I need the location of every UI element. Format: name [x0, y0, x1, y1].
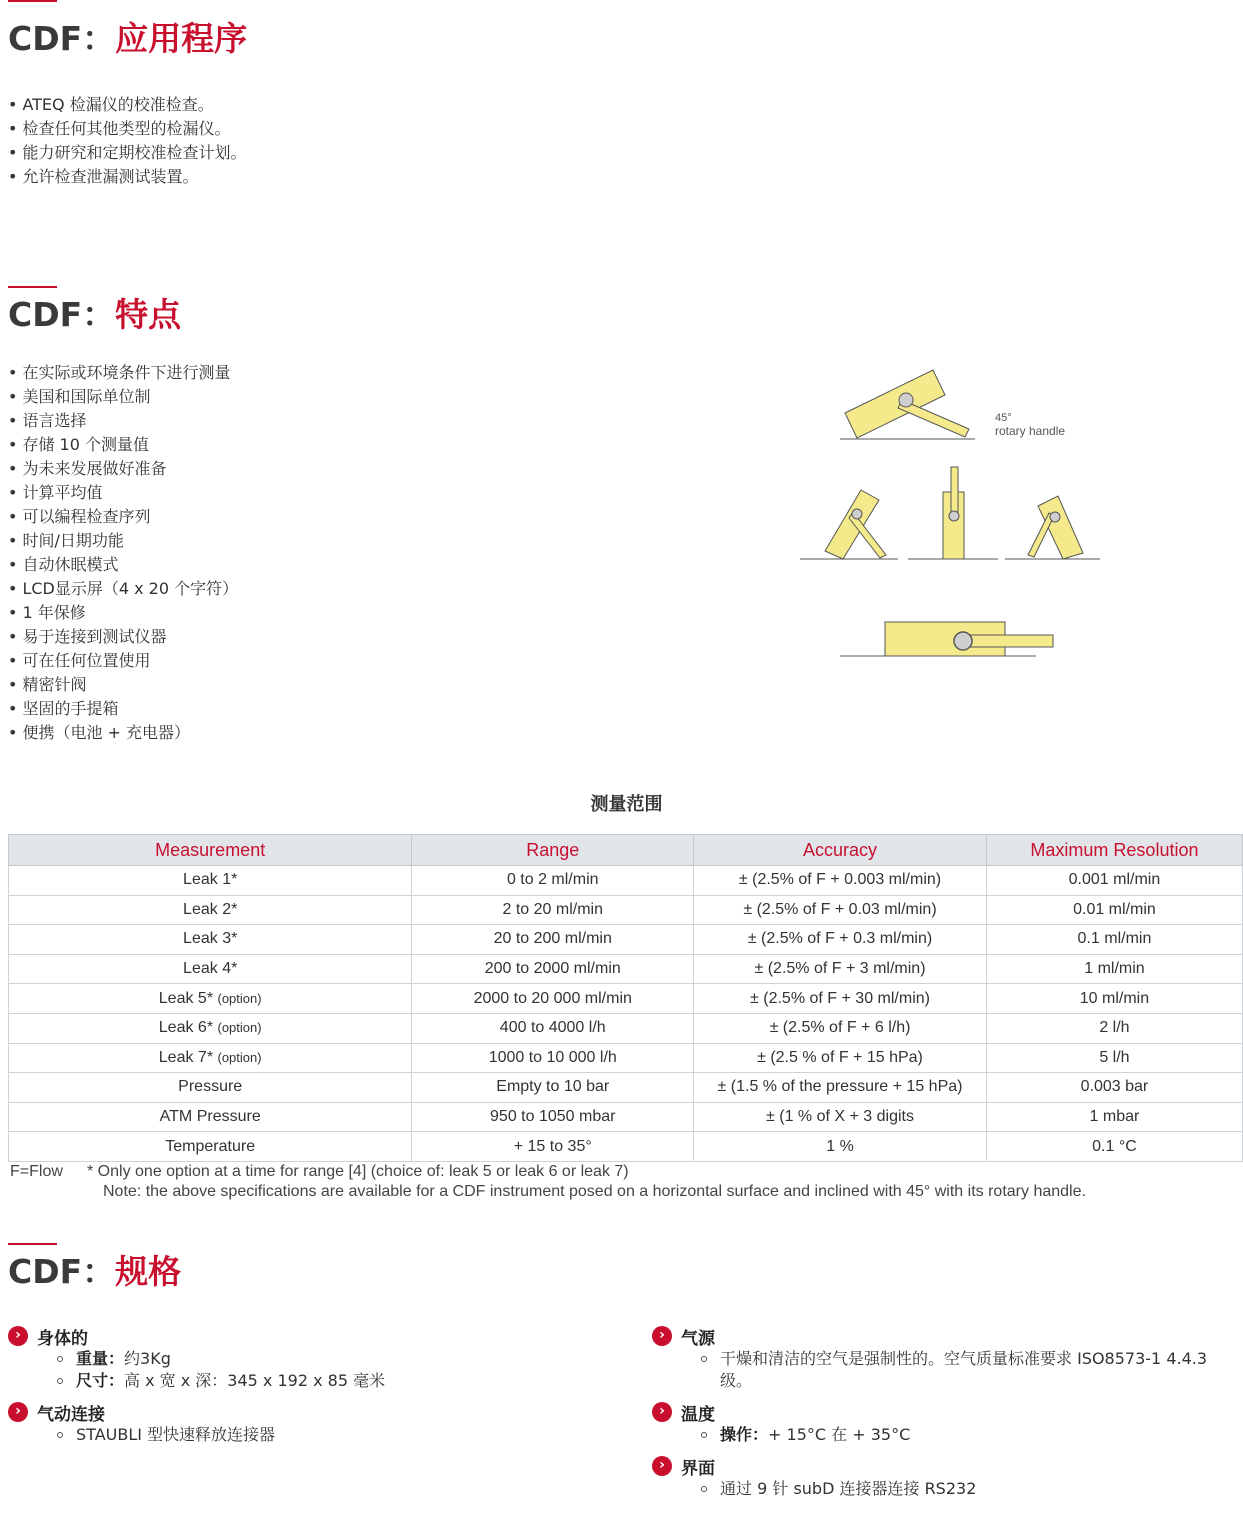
standing-device-right-illustration: [1005, 496, 1100, 559]
spec-item-label: 重量：: [76, 1349, 125, 1368]
list-item: • LCD显示屏（4 x 20 个字符）: [8, 577, 238, 601]
list-item: • 为未来发展做好准备: [8, 457, 238, 481]
resolution-cell: 0.001 ml/min: [986, 866, 1242, 896]
accuracy-cell: 1 %: [694, 1132, 987, 1162]
spec-item: [701, 1348, 1237, 1392]
rotary-handle-label: rotary handle: [995, 424, 1066, 438]
measurement-name: Leak 2*: [183, 900, 238, 918]
list-item: • 在实际或环境条件下进行测量: [8, 361, 238, 385]
resolution-cell: 10 ml/min: [986, 984, 1242, 1014]
spec-item: [701, 1478, 1237, 1500]
table-header-row: [9, 835, 1243, 866]
standing-device-center-illustration: [908, 467, 998, 559]
spec-group-header: [652, 1324, 1237, 1348]
spec-item-list: [652, 1348, 1237, 1392]
column-header-accuracy: Accuracy: [694, 835, 987, 866]
features-list: [8, 361, 238, 745]
list-item: • 允许检查泄漏测试装置。: [8, 165, 247, 189]
table-row: [9, 1043, 1243, 1073]
spec-item-value: + 15°C 在 + 35°C: [768, 1425, 911, 1444]
chevron-right-icon: ›: [8, 1326, 28, 1346]
spec-group-header: [652, 1400, 1237, 1424]
measurement-name: Leak 5*: [158, 989, 214, 1007]
table-notes: [10, 1162, 1086, 1202]
angle-label: 45°: [995, 412, 1012, 424]
accent-line: [8, 286, 57, 288]
spec-item-value: 高 x 宽 x 深：345 x 192 x 85 毫米: [124, 1371, 386, 1390]
resolution-cell: 0.1 ml/min: [986, 925, 1242, 955]
range-cell: 400 to 4000 l/h: [412, 1013, 694, 1043]
table-row: [9, 866, 1243, 896]
measurement-name: ATM Pressure: [159, 1108, 261, 1126]
list-item: • 坚固的手提箱: [8, 697, 238, 721]
spec-item-list: [652, 1424, 1237, 1446]
spec-group-header: [652, 1454, 1237, 1478]
spec-item-list: [652, 1478, 1237, 1500]
range-cell: 20 to 200 ml/min: [412, 925, 694, 955]
spec-item-value: 干燥和清洁的空气是强制性的。空气质量标准要求 ISO8573-1 4.4.3 级。: [720, 1349, 1208, 1390]
measurement-name: Leak 1*: [183, 871, 238, 889]
list-item: • 1 年保修: [8, 601, 238, 625]
column-header-range: Range: [412, 835, 694, 866]
list-item: • 语言选择: [8, 409, 238, 433]
table-row: [9, 1013, 1243, 1043]
spec-item: [701, 1424, 1237, 1446]
column-header-measurement: Measurement: [9, 835, 412, 866]
table-row: [9, 984, 1243, 1014]
table-row: [9, 1132, 1243, 1162]
measurement-cell: [9, 984, 412, 1014]
heading-title: 特点: [115, 295, 182, 334]
list-item: • 易于连接到测试仪器: [8, 625, 238, 649]
resolution-cell: 0.003 bar: [986, 1073, 1242, 1103]
resolution-cell: 0.1 °C: [986, 1132, 1242, 1162]
range-cell: 2000 to 20 000 ml/min: [412, 984, 694, 1014]
measurement-cell: [9, 925, 412, 955]
spec-group-air-supply: [652, 1324, 1237, 1392]
heading-title: 应用程序: [115, 19, 248, 58]
spec-item-value: 通过 9 针 subD 连接器连接 RS232: [720, 1479, 977, 1498]
section-heading: [8, 295, 238, 335]
section-heading: [8, 19, 247, 59]
list-item: • 便携（电池 + 充电器）: [8, 721, 238, 745]
accent-line: [8, 0, 57, 2]
spec-group-physical: [8, 1324, 608, 1392]
spec-group-title: 身体的: [37, 1328, 88, 1349]
spec-group-title: 气源: [681, 1328, 715, 1349]
measurement-cell: [9, 1073, 412, 1103]
measurement-cell: [9, 1043, 412, 1073]
column-header-resolution: Maximum Resolution: [986, 835, 1242, 866]
measurement-cell: [9, 1102, 412, 1132]
list-item: • 时间/日期功能: [8, 529, 238, 553]
accent-line: [8, 1243, 57, 1245]
heading-prefix: CDF：: [8, 19, 116, 58]
measurement-cell: [9, 1013, 412, 1043]
accuracy-cell: ± (2.5% of F + 30 ml/min): [694, 984, 987, 1014]
list-item: • 精密针阀: [8, 673, 238, 697]
spec-group-pneumatic: [8, 1400, 608, 1446]
accuracy-cell: ± (2.5% of F + 3 ml/min): [694, 954, 987, 984]
spec-item-label: 操作：: [720, 1425, 769, 1444]
list-item: • 可以编程检查序列: [8, 505, 238, 529]
accuracy-cell: ± (2.5% of F + 6 l/h): [694, 1013, 987, 1043]
spec-item-list: [8, 1348, 608, 1392]
chevron-right-icon: ›: [652, 1326, 672, 1346]
accuracy-cell: ± (2.5 % of F + 15 hPa): [694, 1043, 987, 1073]
measurement-range-table: [8, 834, 1243, 1162]
spec-item-value: STAUBLI 型快速释放连接器: [76, 1425, 276, 1444]
list-item: • 检查任何其他类型的检漏仪。: [8, 117, 247, 141]
inclined-device-illustration: [840, 370, 975, 439]
measurement-name: Leak 6*: [158, 1019, 214, 1037]
flat-device-illustration: [840, 622, 1053, 656]
table-row: [9, 1102, 1243, 1132]
measurement-name: Leak 4*: [183, 960, 238, 978]
applications-section: [8, 0, 247, 189]
accuracy-cell: ± (2.5% of F + 0.003 ml/min): [694, 866, 987, 896]
table-row: [9, 895, 1243, 925]
standing-device-left-illustration: [800, 490, 898, 559]
range-cell: + 15 to 35°: [412, 1132, 694, 1162]
table-row: [9, 925, 1243, 955]
list-item: • 可在任何位置使用: [8, 649, 238, 673]
list-item: • 计算平均值: [8, 481, 238, 505]
option-tag: (option): [217, 1020, 262, 1036]
specs-note: Note: the above specifications are available for a CDF instrument posed on a horizontal surface and inclined with 45° with its rotary handle.: [103, 1183, 1086, 1200]
spec-group-header: [8, 1324, 608, 1348]
specifications-section: [8, 1243, 181, 1292]
list-item: • ATEQ 检漏仪的校准检查。: [8, 93, 247, 117]
heading-title: 规格: [115, 1252, 182, 1291]
resolution-cell: 5 l/h: [986, 1043, 1242, 1073]
option-tag: (option): [217, 1049, 262, 1065]
spec-group-title: 气动连接: [37, 1404, 105, 1425]
spec-item: [57, 1370, 608, 1392]
table-row: [9, 954, 1243, 984]
range-cell: 1000 to 10 000 l/h: [412, 1043, 694, 1073]
list-item: • 自动休眠模式: [8, 553, 238, 577]
heading-prefix: CDF：: [8, 1252, 116, 1291]
table-title: 测量范围: [590, 794, 663, 815]
spec-group-header: [8, 1400, 608, 1424]
features-section: [8, 286, 238, 745]
flow-note: F=Flow: [10, 1163, 63, 1180]
resolution-cell: 1 ml/min: [986, 954, 1242, 984]
chevron-right-icon: ›: [8, 1402, 28, 1422]
accuracy-cell: ± (1 % of X + 3 digits: [694, 1102, 987, 1132]
resolution-cell: 1 mbar: [986, 1102, 1242, 1132]
specifications-right-column: [652, 1324, 1237, 1506]
measurement-name: Temperature: [165, 1137, 256, 1155]
range-cell: 0 to 2 ml/min: [412, 866, 694, 896]
spec-item-list: [8, 1424, 608, 1446]
range-cell: 2 to 20 ml/min: [412, 895, 694, 925]
list-item: • 美国和国际单位制: [8, 385, 238, 409]
spec-group-interface: [652, 1454, 1237, 1500]
resolution-cell: 0.01 ml/min: [986, 895, 1242, 925]
measurement-cell: [9, 1132, 412, 1162]
range-cell: Empty to 10 bar: [412, 1073, 694, 1103]
spec-group-title: 温度: [681, 1404, 715, 1425]
applications-list: [8, 93, 247, 189]
accuracy-cell: ± (1.5 % of the pressure + 15 hPa): [694, 1073, 987, 1103]
spec-item: [57, 1348, 608, 1370]
list-item: • 存储 10 个测量值: [8, 433, 238, 457]
list-item: • 能力研究和定期校准检查计划。: [8, 141, 247, 165]
spec-group-temperature: [652, 1400, 1237, 1446]
accuracy-cell: ± (2.5% of F + 0.3 ml/min): [694, 925, 987, 955]
accuracy-cell: ± (2.5% of F + 0.03 ml/min): [694, 895, 987, 925]
specifications-left-column: [8, 1324, 608, 1452]
measurement-cell: [9, 895, 412, 925]
spec-item: [57, 1424, 608, 1446]
resolution-cell: 2 l/h: [986, 1013, 1242, 1043]
measurement-cell: [9, 954, 412, 984]
chevron-right-icon: ›: [652, 1402, 672, 1422]
range-cell: 200 to 2000 ml/min: [412, 954, 694, 984]
section-heading: [8, 1252, 181, 1292]
measurement-name: Leak 7*: [158, 1048, 214, 1066]
note-line: [10, 1162, 1086, 1182]
spec-item-value: 约3Kg: [124, 1349, 171, 1368]
chevron-right-icon: ›: [652, 1456, 672, 1476]
measurement-cell: [9, 866, 412, 896]
device-positions-diagram: [795, 360, 1125, 665]
measurement-name: Pressure: [178, 1078, 243, 1096]
measurement-name: Leak 3*: [183, 930, 238, 948]
option-note: * Only one option at a time for range [4] (choice of: leak 5 or leak 6 or leak 7): [87, 1163, 629, 1180]
table-row: [9, 1073, 1243, 1103]
range-cell: 950 to 1050 mbar: [412, 1102, 694, 1132]
option-tag: (option): [217, 990, 262, 1006]
spec-item-label: 尺寸：: [76, 1371, 125, 1390]
heading-prefix: CDF：: [8, 295, 116, 334]
spec-group-title: 界面: [681, 1458, 715, 1479]
